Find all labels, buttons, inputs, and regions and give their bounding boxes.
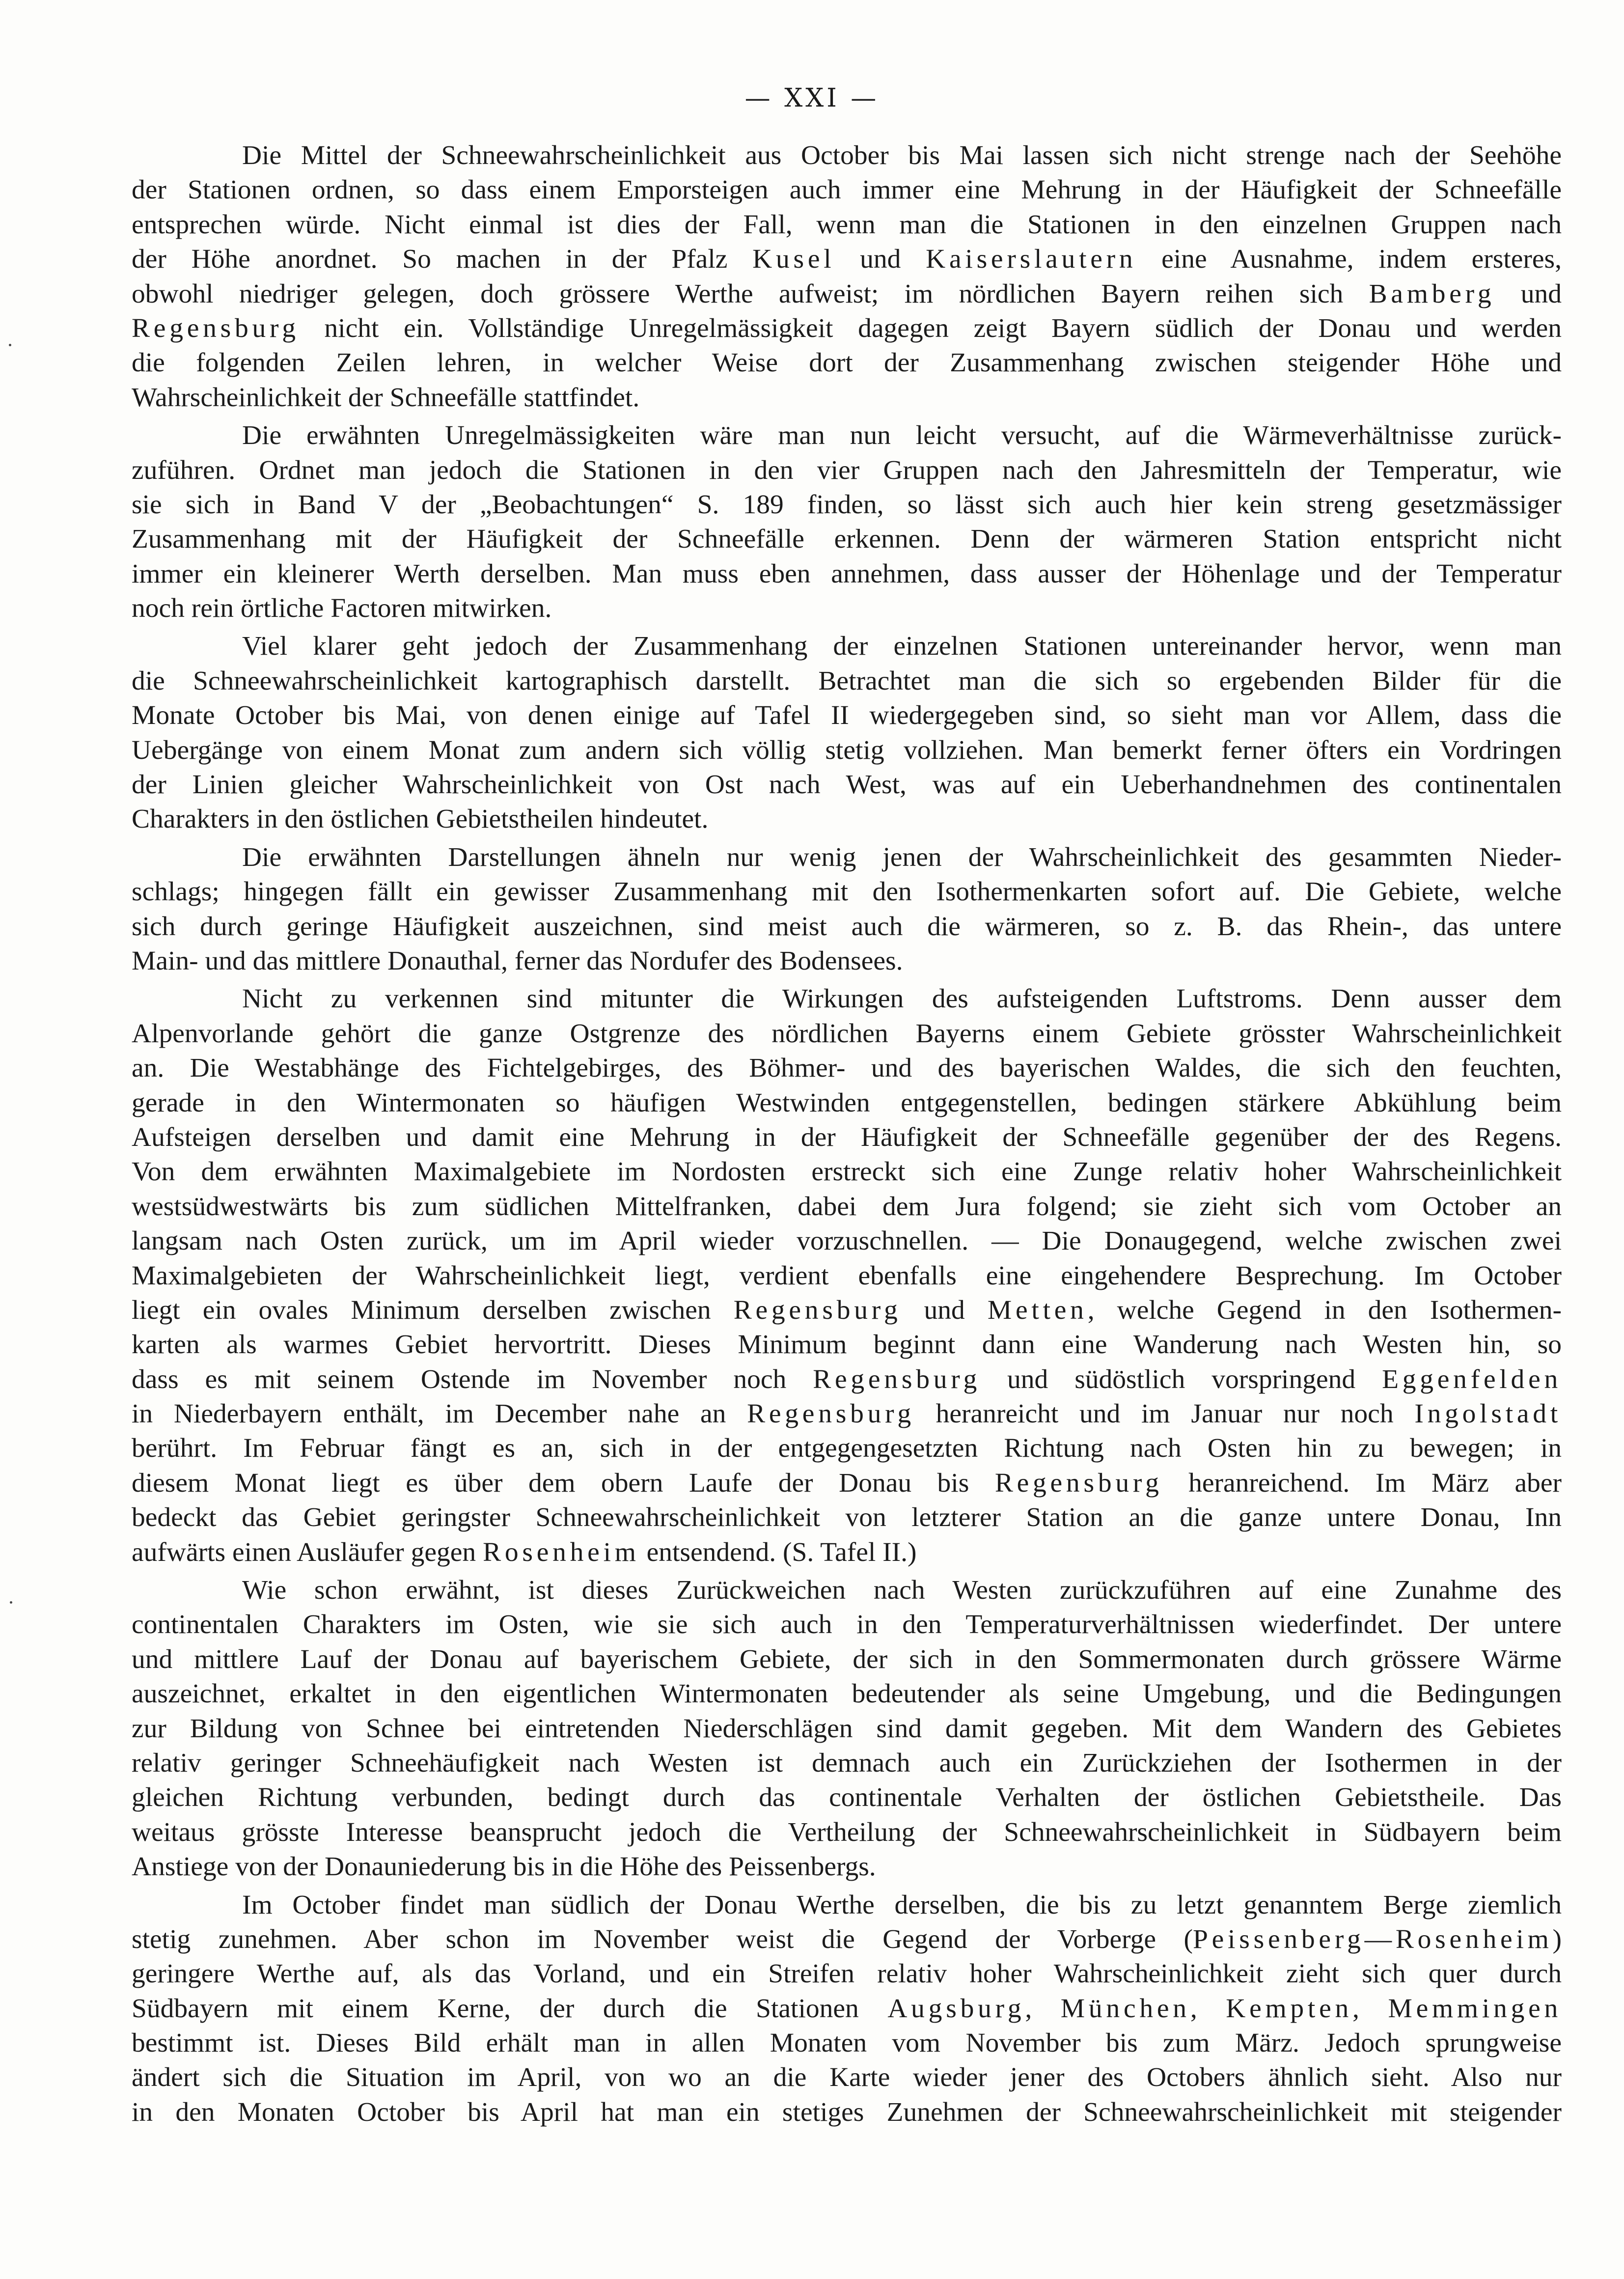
- text-line: [132, 1888, 1562, 1922]
- text-run: der Linien gleicher Wahrscheinlichkeit von Ost nach West, was auf ein Ueberhandnehmen des continentalen: [132, 770, 1562, 800]
- text-run: der Stationen ordnen, so dass einem Emporsteigen auch immer eine Mehrung in der Häufigkeit der Schneefälle: [132, 175, 1562, 205]
- text-line: [132, 208, 1562, 242]
- text-line: [132, 522, 1562, 556]
- text-run: diesem Monat liegt es über dem obern Laufe der Donau bis: [132, 1468, 995, 1498]
- text-run: stetig zunehmen. Aber schon im November weist die Gegend der Vorberge (: [132, 1924, 1193, 1954]
- text-run: Alpenvorlande gehört die ganze Ostgrenze des nördlichen Bayerns einem Gebiete grösster Wahrscheinlichkeit: [132, 1018, 1562, 1049]
- spaced-emphasis: München: [1060, 1993, 1190, 2024]
- paragraph: [132, 629, 1562, 836]
- text-run: relativ geringer Schneehäufigkeit nach Westen ist demnach auch ein Zurückziehen der Isothermen in der: [132, 1748, 1562, 1778]
- paragraph: [132, 418, 1562, 626]
- text-run: sie sich in Band V der „Beobachtungen“ S. 189 finden, so lässt sich auch hier kein streng gesetzmässiger: [132, 489, 1562, 520]
- text-line: [132, 1712, 1562, 1746]
- text-line: [132, 1155, 1562, 1189]
- text-run: entsendend. (S. Tafel II.): [639, 1537, 917, 1567]
- text-run: geringere Werthe auf, als das Vorland, und ein Streifen relativ hoher Wahrscheinlichkeit zieht sich quer durch: [132, 1959, 1562, 1989]
- paragraph: [132, 982, 1562, 1570]
- text-run: berührt. Im Februar fängt es an, sich in der entgegengesetzten Richtung nach Osten hin zu bewegen; in: [132, 1433, 1562, 1464]
- text-line: [132, 242, 1562, 277]
- text-run: ,: [1352, 1993, 1388, 2024]
- text-line: [132, 1992, 1562, 2026]
- spaced-emphasis: Kaiserslautern: [926, 244, 1137, 275]
- text-run: zur Bildung von Schnee bei eintretenden Niederschlägen sind damit gegeben. Mit dem Wandern des Gebietes: [132, 1713, 1562, 1744]
- text-run: und: [1495, 278, 1562, 309]
- text-run: obwohl niedriger gelegen, doch grössere Werthe aufweist; im nördlichen Bayern reihen sich: [132, 278, 1369, 309]
- text-run: ändert sich die Situation im April, von wo an die Karte wieder jener des Octobers ähnlich sieht. Also nur: [132, 2062, 1562, 2093]
- text-run: karten als warmes Gebiet hervortritt. Dieses Minimum beginnt dann eine Wanderung nach Westen hin, so: [132, 1330, 1562, 1360]
- text-line: [132, 557, 1562, 591]
- text-run: immer ein kleinerer Werth derselben. Man muss eben annehmen, dass ausser der Höhenlage und der Temperatur: [132, 558, 1562, 589]
- text-run: an. Die Westabhänge des Fichtelgebirges, des Böhmer- und des bayerischen Waldes, die sich den feuchten,: [132, 1053, 1562, 1084]
- text-run: Die erwähnten Darstellungen ähneln nur wenig jenen der Wahrscheinlichkeit des gesammten Nieder-: [242, 842, 1562, 872]
- page-number-header: — XXI —: [744, 83, 880, 113]
- text-run: Südbayern mit einem Kerne, der durch die Stationen: [132, 1993, 888, 2024]
- text-run: Nicht zu verkennen sind mitunter die Wirkungen des aufsteigenden Luftstroms. Denn ausser dem: [242, 984, 1562, 1014]
- paragraph: [132, 139, 1562, 415]
- text-run: die Schneewahrscheinlichkeit kartographisch darstellt. Betrachtet man die sich so ergebenden Bilder für die: [132, 666, 1562, 696]
- text-line: [132, 1293, 1562, 1328]
- spaced-emphasis: Regensburg: [132, 313, 300, 343]
- text-run: der Höhe anordnet. So machen in der Pfalz: [132, 244, 753, 275]
- text-line: [132, 381, 1562, 415]
- text-line: [132, 910, 1562, 944]
- spaced-emphasis: Regensburg: [994, 1468, 1163, 1498]
- text-line: [132, 1573, 1562, 1608]
- text-line: [132, 1397, 1562, 1431]
- text-run: auszeichnet, erkaltet in den eigentlichen Wintermonaten bedeutender als seine Umgebung, und die Bedingungen: [132, 1679, 1562, 1709]
- text-run: heranreicht und im Januar nur noch: [914, 1399, 1415, 1429]
- text-run: ): [1552, 1924, 1562, 1954]
- text-run: gleichen Richtung verbunden, bedingt durch das continentale Verhalten der östlichen Gebietstheile. Das: [132, 1782, 1562, 1813]
- text-line: [132, 875, 1562, 909]
- text-run: Viel klarer geht jedoch der Zusammenhang der einzelnen Stationen untereinander hervor, wenn man: [242, 631, 1562, 662]
- text-line: [132, 591, 1562, 626]
- text-line: [132, 768, 1562, 802]
- text-run: Maximalgebieten der Wahrscheinlichkeit liegt, verdient ebenfalls eine eingehendere Besprechung. Im October: [132, 1260, 1562, 1291]
- text-line: [132, 1501, 1562, 1535]
- text-line: [132, 1608, 1562, 1642]
- paragraph: [132, 1888, 1562, 2130]
- spaced-emphasis: Peissenberg—Rosenheim: [1193, 1924, 1553, 1954]
- text-line: [132, 453, 1562, 488]
- text-run: schlags; hingegen fällt ein gewisser Zusammenhang mit den Isothermenkarten sofort auf. Die Gebiete, welche: [132, 877, 1562, 907]
- text-run: weitaus grösste Interesse beansprucht jedoch die Vertheilung der Schneewahrscheinlichkeit in Südbayern beim: [132, 1817, 1562, 1847]
- text-run: gerade in den Wintermonaten so häufigen Westwinden entgegenstellen, bedingen stärkere Abkühlung beim: [132, 1087, 1562, 1118]
- text-run: Im October findet man südlich der Donau Werthe derselben, die bis zu letzt genanntem Berge ziemlich: [242, 1890, 1562, 1920]
- text-run: Wahrscheinlichkeit der Schneefälle stattfindet.: [132, 382, 640, 413]
- paragraph: [132, 840, 1562, 979]
- text-line: [132, 2060, 1562, 2095]
- text-line: [132, 944, 1562, 978]
- text-run: Von dem erwähnten Maximalgebiete im Nordosten erstreckt sich eine Zunge relativ hoher Wahrscheinlichkeit: [132, 1157, 1562, 1187]
- text-line: [132, 1328, 1562, 1362]
- text-line: [132, 1780, 1562, 1815]
- spaced-emphasis: Kusel: [752, 244, 835, 275]
- spaced-emphasis: Eggenfelden: [1382, 1364, 1562, 1394]
- text-run: Wie schon erwähnt, ist dieses Zurückweichen nach Westen zurückzuführen auf eine Zunahme des: [242, 1575, 1562, 1606]
- text-run: , welche Gegend in den Isothermen-: [1087, 1295, 1562, 1325]
- text-run: Zusammenhang mit der Häufigkeit der Schneefälle erkennen. Denn der wärmeren Station entspricht nicht: [132, 524, 1562, 555]
- text-line: [132, 1957, 1562, 1991]
- text-run: Main- und das mittlere Donauthal, ferner das Nordufer des Bodensees.: [132, 945, 903, 976]
- text-run: entsprechen würde. Nicht einmal ist dies der Fall, wenn man die Stationen in den einzelnen Gruppen nach: [132, 209, 1562, 240]
- text-line: [132, 1815, 1562, 1850]
- text-line: [132, 1190, 1562, 1224]
- text-run: ,: [1025, 1993, 1061, 2024]
- text-line: [132, 1086, 1562, 1120]
- text-run: Anstiege von der Donauniederung bis in die Höhe des Peissenbergs.: [132, 1852, 876, 1882]
- text-line: [132, 840, 1562, 875]
- text-run: ,: [1190, 1993, 1226, 2024]
- text-line: [132, 802, 1562, 836]
- text-line: [132, 139, 1562, 173]
- margin-speck: [9, 344, 11, 346]
- text-line: [132, 2026, 1562, 2060]
- text-run: continentalen Charakters im Osten, wie sie sich auch in den Temperaturverhältnissen wiederfindet. Der untere: [132, 1610, 1562, 1640]
- text-run: die folgenden Zeilen lehren, in welcher Weise dort der Zusammenhang zwischen steigender Höhe und: [132, 348, 1562, 378]
- text-line: [132, 1120, 1562, 1155]
- spaced-emphasis: Bamberg: [1369, 278, 1495, 309]
- spaced-emphasis: Metten: [987, 1295, 1088, 1325]
- spaced-emphasis: Memmingen: [1388, 1993, 1562, 2024]
- spaced-emphasis: Augsburg: [887, 1993, 1025, 2024]
- text-run: Monate October bis Mai, von denen einige auf Tafel II wiedergegeben sind, so sieht man vor Allem, dass die: [132, 700, 1562, 731]
- text-line: [132, 1535, 1562, 1570]
- spaced-emphasis: Regensburg: [733, 1295, 902, 1325]
- text-run: Die erwähnten Unregelmässigkeiten wäre man nun leicht versucht, auf die Wärmeverhältnisse zurück-: [242, 420, 1562, 451]
- text-run: in den Monaten October bis April hat man ein stetiges Zunehmen der Schneewahrscheinlichkeit mit steigender: [132, 2097, 1562, 2127]
- text-line: [132, 277, 1562, 311]
- text-line: [132, 1746, 1562, 1780]
- text-run: in Niederbayern enthält, im December nahe an: [132, 1399, 747, 1429]
- text-run: heranreichend. Im März aber: [1162, 1468, 1562, 1498]
- text-run: bedeckt das Gebiet geringster Schneewahrscheinlichkeit von letzterer Station an die ganze untere Donau, Inn: [132, 1502, 1562, 1533]
- text-line: [132, 1850, 1562, 1884]
- text-line: [132, 1642, 1562, 1677]
- text-run: zuführen. Ordnet man jedoch die Stationen in den vier Gruppen nach den Jahresmitteln der Temperatur, wie: [132, 455, 1562, 485]
- text-run: Charakters in den östlichen Gebietstheilen hindeutet.: [132, 804, 709, 834]
- text-line: [132, 1431, 1562, 1466]
- text-line: [132, 418, 1562, 453]
- text-run: dass es mit seinem Ostende im November noch: [132, 1364, 813, 1394]
- text-run: langsam nach Osten zurück, um im April wieder vorzuschnellen. — Die Donaugegend, welche zwischen zwei: [132, 1226, 1562, 1256]
- text-line: [132, 664, 1562, 698]
- text-line: [132, 1466, 1562, 1501]
- text-line: [132, 698, 1562, 733]
- text-run: nicht ein. Vollständige Unregelmässigkeit dagegen zeigt Bayern südlich der Donau und werden: [299, 313, 1562, 343]
- text-run: und mittlere Lauf der Donau auf bayerischem Gebiete, der sich in den Sommermonaten durch grössere Wärme: [132, 1644, 1562, 1674]
- text-run: westsüdwestwärts bis zum südlichen Mittelfranken, dabei dem Jura folgend; sie zieht sich vom October an: [132, 1191, 1562, 1222]
- spaced-emphasis: Regensburg: [813, 1364, 981, 1394]
- text-line: [132, 733, 1562, 768]
- text-line: [132, 629, 1562, 664]
- text-run: bestimmt ist. Dieses Bild erhält man in allen Monaten vom November bis zum März. Jedoch sprungweise: [132, 2028, 1562, 2058]
- text-line: [132, 1362, 1562, 1397]
- text-run: eine Ausnahme, indem ersteres,: [1136, 244, 1562, 275]
- text-run: Aufsteigen derselben und damit eine Mehrung in der Häufigkeit der Schneefälle gegenüber der des Regens.: [132, 1122, 1562, 1152]
- text-line: [132, 173, 1562, 207]
- text-line: [132, 1677, 1562, 1711]
- text-line: [132, 1051, 1562, 1085]
- text-line: [132, 311, 1562, 346]
- text-line: [132, 346, 1562, 380]
- text-line: [132, 488, 1562, 522]
- text-line: [132, 1017, 1562, 1051]
- text-line: [132, 982, 1562, 1016]
- text-line: [132, 1224, 1562, 1258]
- text-run: Die Mittel der Schneewahrscheinlichkeit aus October bis Mai lassen sich nicht strenge nach der Seehöhe: [242, 140, 1562, 170]
- text-run: und: [901, 1295, 988, 1325]
- spaced-emphasis: Ingolstadt: [1414, 1399, 1562, 1429]
- spaced-emphasis: Regensburg: [747, 1399, 915, 1429]
- text-line: [132, 2095, 1562, 2130]
- spaced-emphasis: Kempten: [1226, 1993, 1353, 2024]
- text-line: [132, 1259, 1562, 1293]
- text-run: noch rein örtliche Factoren mitwirken.: [132, 593, 552, 624]
- paragraph: [132, 1573, 1562, 1885]
- text-line: [132, 1922, 1562, 1957]
- text-run: sich durch geringe Häufigkeit auszeichnen, sind meist auch die wärmeren, so z. B. das Rhein-, das untere: [132, 911, 1562, 942]
- text-run: aufwärts einen Ausläufer gegen: [132, 1537, 483, 1567]
- text-run: Uebergänge von einem Monat zum andern sich völlig stetig vollziehen. Man bemerkt ferner öfters ein Vordringen: [132, 735, 1562, 765]
- margin-speck: [10, 1601, 12, 1604]
- text-body: [132, 139, 1562, 2133]
- spaced-emphasis: Rosenheim: [483, 1537, 640, 1567]
- text-run: liegt ein ovales Minimum derselben zwischen: [132, 1295, 734, 1325]
- text-run: und: [835, 244, 926, 275]
- text-run: und südöstlich vorspringend: [981, 1364, 1382, 1394]
